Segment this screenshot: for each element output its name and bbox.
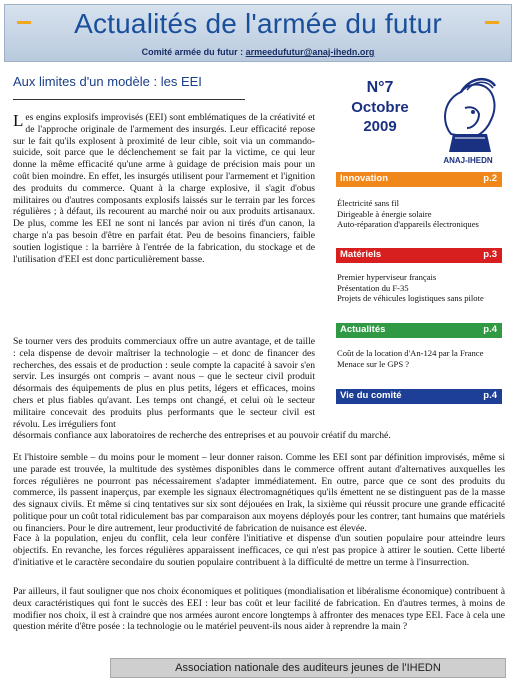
toc-section-innovation-label: Innovation — [340, 173, 389, 184]
header-banner — [4, 4, 512, 62]
toc-item[interactable]: Menace sur le GPS ? — [337, 358, 410, 369]
toc-list-materiels — [337, 272, 507, 304]
toc-item[interactable]: Présentation du F-35 — [337, 282, 409, 293]
toc-section-actualites-page: p.4 — [483, 324, 497, 335]
toc-section-materiels-page: p.3 — [483, 249, 497, 260]
article-paragraph-4: Face à la population, enjeu du conflit, cela leur confère l'initiative et dispense d'un soutien populaire pour atteindre leurs objectifs. En revanche, les forces régulières apparaissent inefficaces, ce qui n'est pas propice à attirer le soutien. Cette liberté d'initiative et le caractère secondaire du soutien populaire contribuent à la difficulté de mettre un terme à l'insurrection. — [13, 533, 505, 568]
issue-info — [336, 78, 424, 136]
committee-email-link[interactable]: armeedufutur@anaj-ihedn.org — [245, 47, 375, 57]
athena-helmet-icon — [431, 72, 505, 164]
toc-section-innovation[interactable] — [336, 172, 502, 187]
drop-cap: L — [13, 111, 24, 130]
toc-section-vie-page: p.4 — [483, 390, 497, 401]
toc-list-actualites — [337, 348, 507, 369]
toc-section-vie-du-comite[interactable] — [336, 389, 502, 404]
toc-section-actualites[interactable] — [336, 323, 502, 338]
toc-item[interactable]: Premier hyperviseur français — [337, 272, 437, 282]
toc-item[interactable]: Dirigeable à énergie solaire — [337, 208, 432, 219]
toc-section-vie-label: Vie du comité — [340, 390, 402, 401]
issue-year: 2009 — [363, 118, 397, 135]
headline-divider — [13, 99, 245, 100]
title-dash-right — [485, 21, 499, 24]
article-headline: Aux limites d'un modèle : les EEI — [13, 74, 202, 89]
issue-month: Octobre — [351, 99, 409, 116]
toc-list-innovation — [337, 198, 507, 230]
article-paragraph-2: Se tourner vers des produits commerciaux offre un autre avantage, et de taille : cela dispense de devoir maîtriser la technologie – et donc de financer des recherches, des essais et de production : seule compte la capacité à savoir s'en servir. Les insurgés ont compris – avant nous – que le secteur civil produit désormais des équipements de plus en plus petits, légers et efficaces, moins chers et plus fiables qu'avant. Les temps ont changé, et celui où le secteur militaire concevait des produits plus performants que le secteur civil est révolu. Les irréguliers font — [13, 336, 315, 430]
committee-contact — [5, 47, 511, 57]
footer-association: Association nationale des auditeurs jeunes de l'IHEDN — [110, 658, 506, 678]
toc-item[interactable]: Électricité sans fil — [337, 198, 400, 208]
article-paragraph-5: Par ailleurs, il faut souligner que nos choix économiques et politiques (mondialisation et libéralisme économique) contribuent à deux caractéristiques qui font le succès des EEI : leur bas coût et leur facilité de fabrication. En d'autres termes, à moins de modifier nos choix, il est à craindre que nos armées auront encore longtemps à affronter des menaces type EEI. Face à cela une question mérite d'être posée : la technologie ou le matériel peuvent-ils nous aider à reprendre la main ? — [13, 586, 505, 633]
toc-item[interactable]: Auto-réparation d'appareils électroniques — [337, 219, 479, 230]
article-paragraph-1 — [13, 112, 315, 265]
issue-number: N°7 — [366, 79, 394, 96]
toc-section-actualites-label: Actualités — [340, 324, 386, 335]
newsletter-title: Actualités de l'armée du futur — [74, 8, 442, 39]
logo-label: ANAJ-IHEDN — [443, 156, 493, 165]
toc-item[interactable]: Coût de la location d'An-124 par la France — [337, 348, 484, 358]
toc-section-materiels[interactable] — [336, 248, 502, 263]
article-paragraph-2-tail: désormais confiance aux laboratoires de recherche des entreprises et au pouvoir créatif du marché. — [13, 430, 391, 441]
toc-section-innovation-page: p.2 — [483, 173, 497, 184]
toc-section-materiels-label: Matériels — [340, 249, 382, 260]
toc-item[interactable]: Projets de véhicules logistiques sans pilote — [337, 293, 484, 304]
committee-label: Comité armée du futur : — [141, 47, 246, 57]
article-paragraph-3: Et l'histoire semble – du moins pour le moment – leur donner raison. Comme les EEI sont par définition improvisés, même si une parade est trouvée, la multitude des systèmes disponibles dans le commerce offrent autant d'alternatives auxquelles les forces régulières ne pourront pas nécessairement s'adapter immédiatement. En outre, parce que ce sont des produits du commerce, ils passent inaperçus, par exemple les signaux électromagnétiques qu'ils émettent ne se distinguent pas de la masse des signaux civils. Et même si cinq tentatives sur six sont déjouées en Irak, la sixième qui réussit procure une grande efficacité politique pour un coût total ridiculement bas par comparaison aux moyens déployés pour les contrer, tant humains que matériels ou financiers. Pour le dire autrement, leur productivité de fabrication de nuisance est élevée. — [13, 452, 505, 534]
paragraph-1-text: es engins explosifs improvisés (EEI) sont emblématiques de la créativité et de l'approche originale de l'armement des insurgés. Leur efficacité repose sur le fait qu'ils explosent à proximité de leur cible, soit via un commando-suicide, soit parce que le déclenchement se fait par la victime, ce qui leur donne la même efficacité qu'une arme à guidage de précision mais pour un coût bien moindre. En effet, les insurgés utilisent pour l'armement et l'ignition des produits du commerce. Quant à la charge explosive, il s'agit d'obus militaires ou d'autres composants explosifs laissés sur le terrain par les forces régulières ; à défaut, ils recourent au marché noir ou aux produits artisanaux. De plus, comme les EEI ne sont ni lancés par avion ni tirés d'un canon, la charge n'a pas besoin d'être en parfait état. Peu de besoins financiers, faible soutien logistique : la barrière à l'entrée de la fabrication, du stockage et de l'utilisation d'EEI est donc particulièrement basse. — [13, 112, 315, 265]
